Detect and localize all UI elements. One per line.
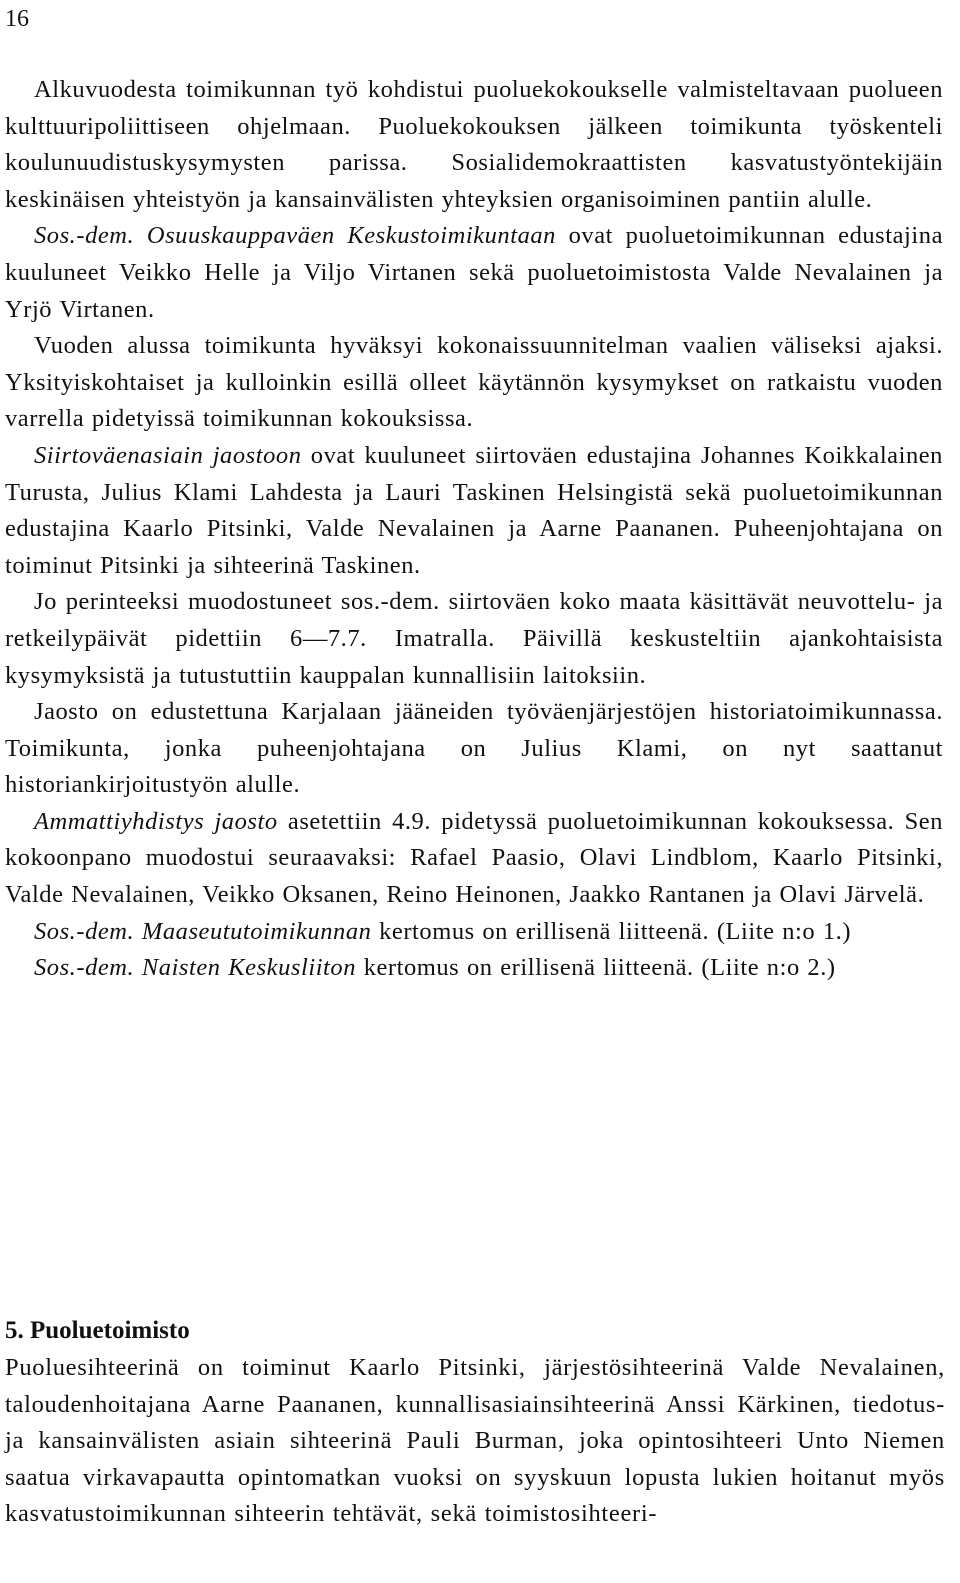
paragraph [5, 584, 943, 694]
body-text [5, 72, 943, 987]
paragraph [5, 950, 943, 987]
paragraph [5, 438, 943, 584]
paragraph [5, 328, 943, 438]
paragraph-lead: Siirtoväenasiain jaostoon [34, 441, 302, 469]
paragraph [5, 804, 943, 914]
paragraph-text: kertomus on erillisenä liitteenä. (Liite n:o 2.) [356, 954, 836, 982]
paragraph-text: Alkuvuodesta toimikunnan työ kohdistui puoluekokoukselle valmisteltavaan puolueen kulttuuripoliittiseen ohjelmaan. Puoluekokouksen jälkeen toimikunta työskenteli koulunuudistuskysymysten parissa. Sosialidemokraattisten kasvatustyöntekijäin keskinäisen yhteistyön ja kansainvälisten yhteyksien organisoiminen pantiin alulle. [5, 76, 943, 213]
paragraph [5, 72, 943, 218]
paragraph [5, 694, 943, 804]
page-number: 16 [5, 6, 29, 32]
paragraph [5, 218, 943, 328]
paragraph-text: ovat puoluetoimikunnan edustajina kuuluneet Veikko Helle ja Viljo Virtanen sekä puoluetoimistosta Valde Nevalainen ja Yrjö Virtanen. [5, 222, 943, 323]
paragraph-lead: Sos.-dem. Maaseututoimikunnan [34, 917, 372, 945]
paragraph-text: Jaosto on edustettuna Karjalaan jääneiden työväenjärjestöjen historiatoimikunnassa. Toimikunta, jonka puheenjohtajana on Julius Klami, on nyt saattanut historiankirjoitustyön alulle. [5, 698, 943, 799]
paragraph-lead: Sos.-dem. Naisten Keskusliiton [34, 954, 357, 982]
section-heading: 5. Puoluetoimisto [5, 1317, 190, 1344]
paragraph-text: kertomus on erillisenä liitteenä. (Liite n:o 1.) [371, 917, 852, 945]
paragraph-lead: Ammattiyhdistys jaosto [34, 807, 278, 835]
paragraph-text: Jo perinteeksi muodostuneet sos.-dem. siirtoväen koko maata käsittävät neuvottelu- ja retkeilypäivät pidettiin 6—7.7. Imatralla. Päivillä keskusteltiin ajankohtaisista kysymyksistä ja tutustuttiin kauppalan kunnallisiin laitoksiin. [5, 588, 943, 689]
section-puoluetoimisto [5, 1315, 945, 1533]
paragraph-lead: Sos.-dem. Osuuskauppaväen Keskustoimikuntaan [34, 222, 556, 250]
paragraph-text: Vuoden alussa toimikunta hyväksyi kokonaissuunnitelman vaalien väliseksi ajaksi. Yksityiskohtaiset ja kulloinkin esillä olleet käytännön kysymykset on ratkaistu vuoden varrella pidetyissä toimikunnan kokouksissa. [5, 332, 943, 433]
paragraph-text: ovat kuuluneet siirtoväen edustajina Johannes Koikkalainen Turusta, Julius Klami Lahdesta ja Lauri Taskinen Helsingistä sekä puoluetoimikunnan edustajina Kaarlo Pitsinki, Valde Nevalainen ja Aarne Paananen. Puheenjohtajana on toiminut Pitsinki ja sihteerinä Taskinen. [5, 441, 943, 579]
section-paragraph: Puoluesihteerinä on toiminut Kaarlo Pitsinki, järjestösihteerinä Valde Nevalainen, taloudenhoitajana Aarne Paananen, kunnallisasiainsihteerinä Anssi Kärkinen, tiedotus- ja kansainvälisten asiain sihteerinä Pauli Burman, joka opintosihteeri Unto Niemen saatua virkavapautta opintomatkan vuoksi on syyskuun lopusta lukien hoitanut myös kasvatustoimikunnan sihteerin tehtävät, sekä toimistosihteeri- [5, 1354, 945, 1528]
paragraph-text: asetettiin 4.9. pidetyssä puoluetoimikunnan kokouksessa. Sen kokoonpano muodostui seuraavaksi: Rafael Paasio, Olavi Lindblom, Kaarlo Pitsinki, Valde Nevalainen, Veikko Oksanen, Reino Heinonen, Jaakko Rantanen ja Olavi Järvelä. [5, 807, 944, 909]
paragraph [5, 914, 943, 951]
